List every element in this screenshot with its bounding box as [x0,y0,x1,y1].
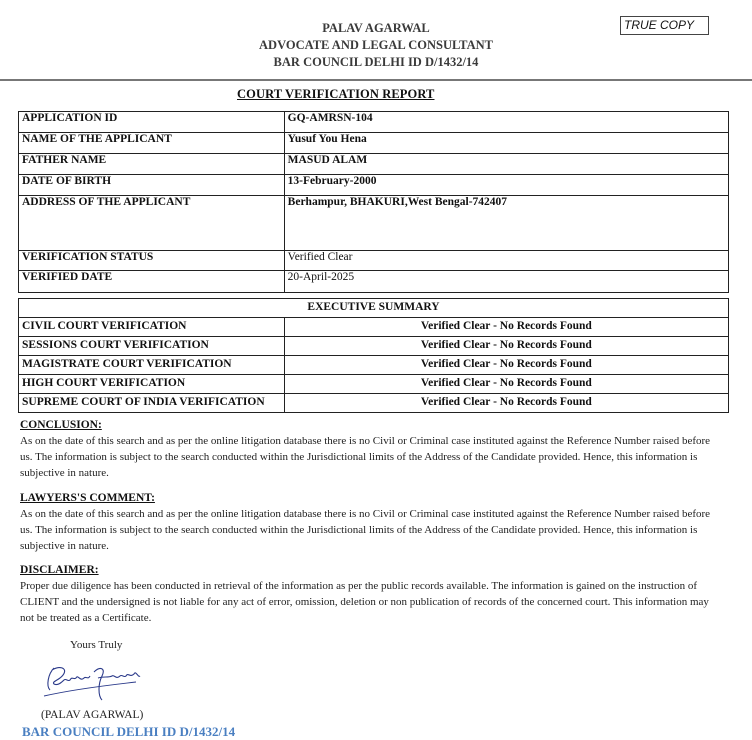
lawyers-comment-text: As on the date of this search and as per the online litigation database there is no Civil or Criminal case instituted against the Reference Number raised before us. The information is subject to the search conducted within the Jurisdictional limits of the Address of the Candidate provided. Hence, this information is subjective in nature. [20,508,711,552]
detail-label: FATHER NAME [19,154,285,175]
conclusion-section [20,417,720,481]
advocate-designation: ADVOCATE AND LEGAL CONSULTANT [259,38,493,52]
executive-summary-title: EXECUTIVE SUMMARY [19,299,729,318]
lawyers-comment-section [20,490,720,554]
conclusion-heading: CONCLUSION: [20,419,102,431]
disclaimer-text: Proper due diligence has been conducted in retrieval of the information as per the public records available. The information is gained on the instruction of CLIENT and the undersigned is not liable for any act of error, omission, deletion or non publication of records of the concerned court. This information may not be treated as a Certificate. [20,580,709,624]
lawyers-comment-heading: LAWYERS'S COMMENT: [20,492,155,504]
table-row [19,318,729,337]
detail-label: APPLICATION ID [19,112,285,133]
advocate-bar-id: BAR COUNCIL DELHI ID D/1432/14 [273,55,479,69]
advocate-name: PALAV AGARWAL [322,21,430,35]
table-header-row [19,299,729,318]
table-row [19,196,729,251]
court-status: Verified Clear - No Records Found [284,318,728,337]
table-row [19,251,729,271]
table-row [19,112,729,133]
detail-value: GQ-AMRSN-104 [284,112,728,133]
court-label: SESSIONS COURT VERIFICATION [19,337,285,356]
executive-summary-table [18,298,729,413]
closing-text: Yours Truly [70,639,123,651]
disclaimer-section [20,562,720,626]
detail-value: Verified Clear [284,251,728,271]
table-row [19,337,729,356]
conclusion-text: As on the date of this search and as per the online litigation database there is no Civil or Criminal case instituted against the Reference Number raised before us. The information is subject to the search conducted within the Jurisdictional limits of the Address of the Candidate provided. Hence, this information is subjective in nature. [20,435,711,479]
table-row [19,154,729,175]
header-divider [0,79,752,81]
table-row [19,271,729,293]
detail-value: 20-April-2025 [284,271,728,293]
signature-image [40,660,150,705]
detail-value: Yusuf You Hena [284,133,728,154]
table-row [19,394,729,413]
detail-value: 13-February-2000 [284,175,728,196]
signatory-name: (PALAV AGARWAL) [41,709,144,721]
court-status: Verified Clear - No Records Found [284,337,728,356]
court-status: Verified Clear - No Records Found [284,356,728,375]
table-row [19,356,729,375]
table-row [19,375,729,394]
court-label: SUPREME COURT OF INDIA VERIFICATION [19,394,285,413]
applicant-details-table [18,111,729,293]
detail-label: VERIFICATION STATUS [19,251,285,271]
detail-value: MASUD ALAM [284,154,728,175]
court-label: MAGISTRATE COURT VERIFICATION [19,356,285,375]
detail-value: Berhampur, BHAKURI,West Bengal-742407 [284,196,728,251]
disclaimer-heading: DISCLAIMER: [20,564,99,576]
true-copy-stamp: TRUE COPY [620,16,709,35]
table-row [19,175,729,196]
report-title: COURT VERIFICATION REPORT [237,87,435,101]
court-status: Verified Clear - No Records Found [284,375,728,394]
court-label: CIVIL COURT VERIFICATION [19,318,285,337]
detail-label: ADDRESS OF THE APPLICANT [19,196,285,251]
detail-label: VERIFIED DATE [19,271,285,293]
detail-label: DATE OF BIRTH [19,175,285,196]
court-status: Verified Clear - No Records Found [284,394,728,413]
table-row [19,133,729,154]
signatory-bar-id: BAR COUNCIL DELHI ID D/1432/14 [22,724,236,739]
detail-label: NAME OF THE APPLICANT [19,133,285,154]
court-label: HIGH COURT VERIFICATION [19,375,285,394]
